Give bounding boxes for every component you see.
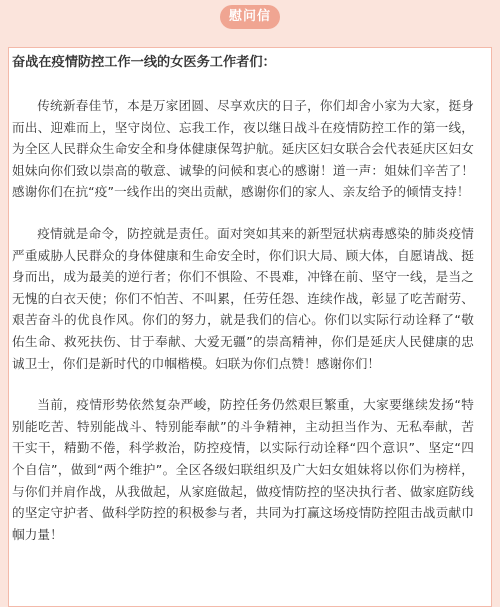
- letter-paragraph-1: 传统新春佳节，本是万家团圆、尽享欢庆的日子，你们却舍小家为大家，挺身而出、迎难而上，坚守岗位、忘我工作，夜以继日战斗在疫情防控工作的第一线，为全区人民群众生命安全和身体健康保驾护航。延庆区妇女联合会代表延庆区妇女姐妹向你们致以崇高的敬意、诚挚的问候和衷心的感谢！道一声：姐妹们辛苦了！感谢你们在抗“疫”一线作出的突出贡献，感谢你们的家人、亲友给予的倾情支持！: [12, 98, 474, 200]
- letter-body: [12, 52, 474, 565]
- letter-salutation: 奋战在疫情防控工作一线的女医务工作者们：: [12, 55, 276, 70]
- letter-title-badge: 慰问信: [220, 5, 280, 29]
- letter-paragraph-3: 当前，疫情形势依然复杂严峻，防控任务仍然艰巨繁重，大家要继续发扬“特别能吃苦、特别能战斗、特别能奉献”的斗争精神，主动担当作为、无私奉献，苦干实干，精勤不倦，科学救治，防控疫情，以实际行动诠释“四个意识”、坚定“四个自信”，做到“两个维护”。全区各级妇联组织及广大妇女姐妹将以你们为榜样，与你们并肩作战，从我做起，从家庭做起，做疫情防控的坚决执行者、做家庭防线的坚定守护者、做科学防控的积极参与者，共同为打赢这场疫情防控阻击战贡献巾帼力量！: [12, 397, 474, 542]
- letter-paragraph-2: 疫情就是命令，防控就是责任。面对突如其来的新型冠状病毒感染的肺炎疫情严重威胁人民群众的身体健康和生命安全时，你们识大局、顾大体，自愿请战、挺身而出，成为最美的逆行者；你们不惧险、不畏难，冲锋在前、坚守一线，是当之无愧的白衣天使；你们不怕苦、不叫累，任劳任怨、连续作战，彰显了吃苦耐劳、艰苦奋斗的优良作风。你们的努力，就是我们的信心。你们以实际行动诠释了“敬佑生命、救死扶伤、甘于奉献、大爱无疆”的崇高精神，你们是延庆人民健康的忠诚卫士，你们是新时代的巾帼楷模。妇联为你们点赞！感谢你们！: [12, 225, 474, 371]
